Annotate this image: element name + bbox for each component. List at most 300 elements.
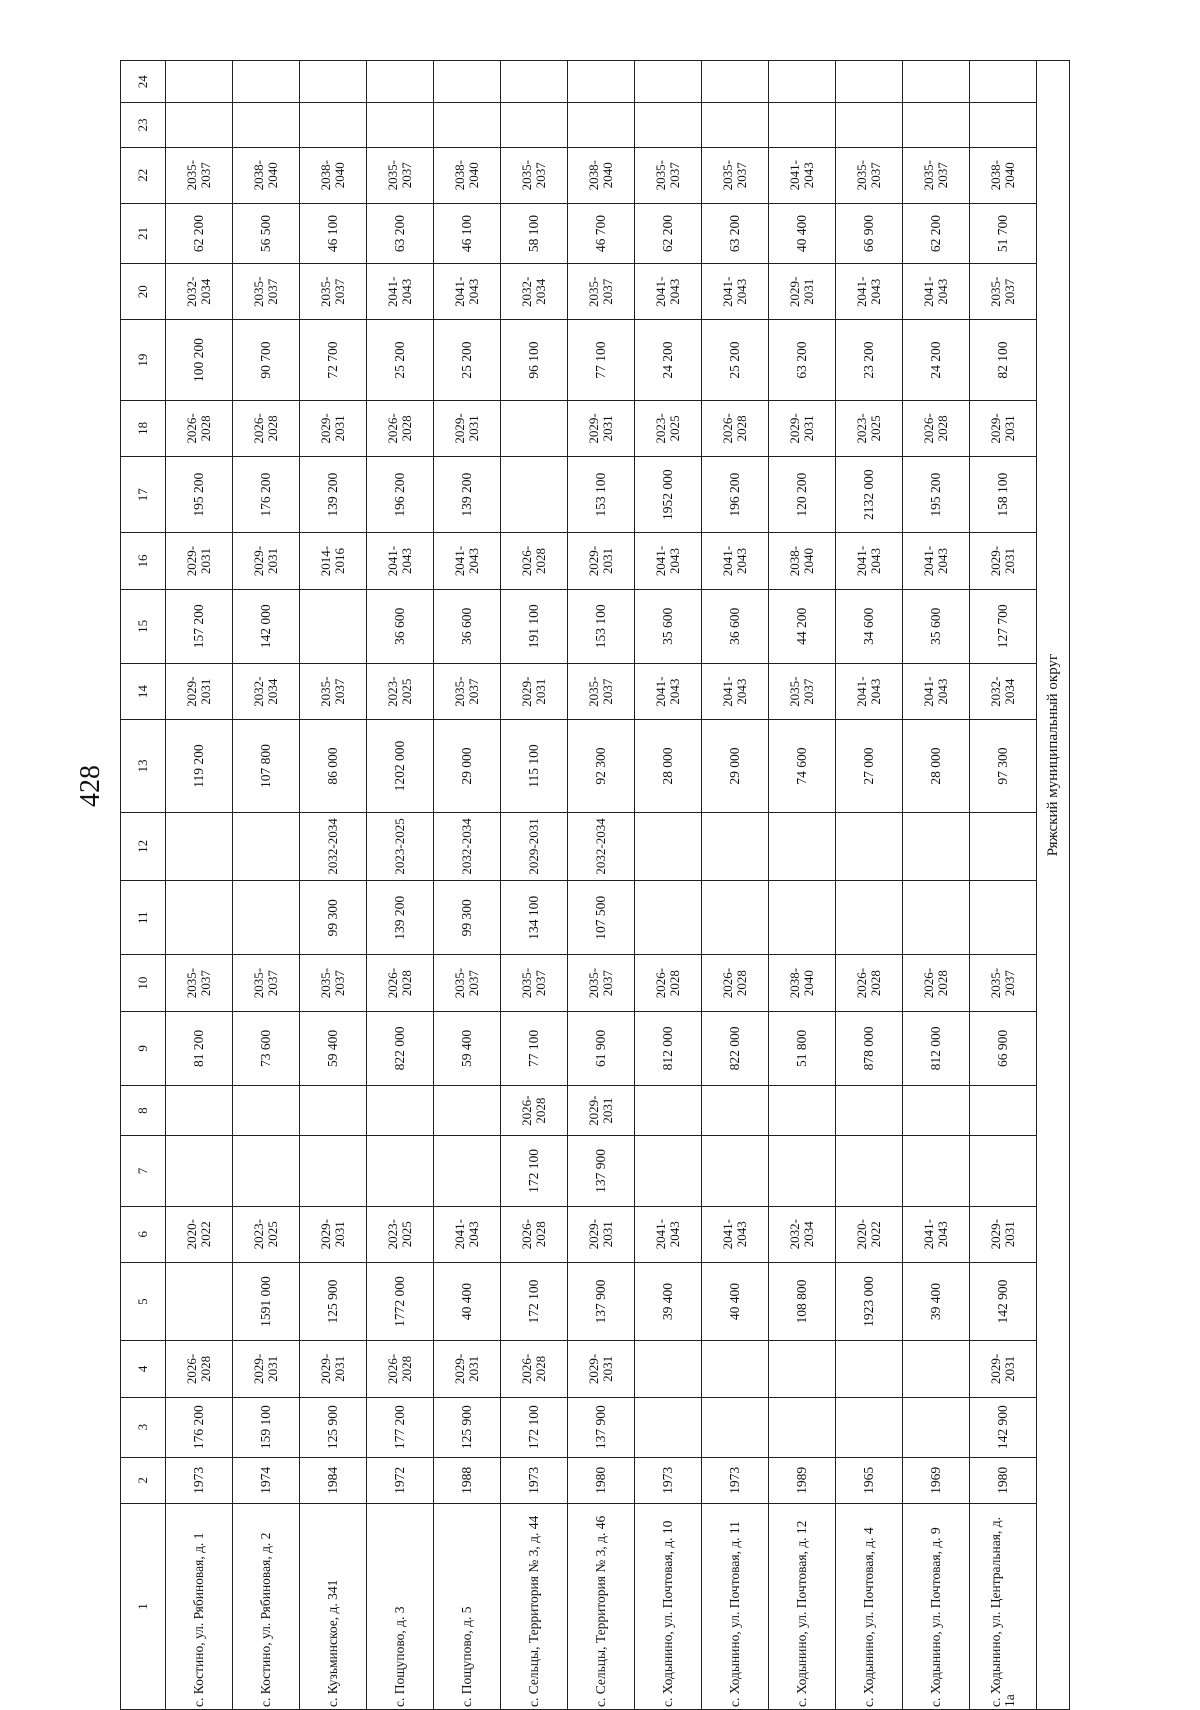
table-cell <box>702 61 769 103</box>
table-cell: 2014-2016 <box>300 533 367 589</box>
table-cell <box>970 881 1037 955</box>
table-cell: 137 900 <box>568 1136 635 1206</box>
table-cell: 139 200 <box>367 881 434 955</box>
table-cell: 2032-2034 <box>970 664 1037 720</box>
table-cell: 2041-2043 <box>635 264 702 320</box>
column-header: 3 <box>121 1397 166 1457</box>
table-cell <box>836 61 903 103</box>
table-cell: 142 000 <box>233 589 300 663</box>
column-header: 10 <box>121 955 166 1011</box>
table-cell <box>367 1086 434 1136</box>
table-cell: 36 600 <box>367 589 434 663</box>
table-cell: 2029-2031 <box>970 533 1037 589</box>
table-cell: 2029-2031 <box>233 533 300 589</box>
table-cell: 2038-2040 <box>568 147 635 203</box>
column-header: 16 <box>121 533 166 589</box>
table-cell: 2029-2031 <box>434 1341 501 1397</box>
table-row <box>970 61 1037 1710</box>
table-cell: 1973 <box>635 1457 702 1503</box>
table-cell: 2026-2028 <box>836 955 903 1011</box>
table-cell: 2026-2028 <box>501 1206 568 1262</box>
table-row <box>769 61 836 1710</box>
table-cell: 74 600 <box>769 720 836 812</box>
section-cell <box>1037 61 1070 1710</box>
table-cell: 66 900 <box>836 203 903 263</box>
table-cell: 878 000 <box>836 1011 903 1085</box>
table-cell <box>970 103 1037 147</box>
table-cell: 73 600 <box>233 1011 300 1085</box>
table-cell: 159 100 <box>233 1397 300 1457</box>
table-cell: 1772 000 <box>367 1262 434 1340</box>
table-cell: 40 400 <box>769 203 836 263</box>
table-cell: 1923 000 <box>836 1262 903 1340</box>
table-cell: 27 000 <box>836 720 903 812</box>
table-cell: 2020-2022 <box>166 1206 233 1262</box>
table-cell: 36 600 <box>434 589 501 663</box>
table-cell: 2041-2043 <box>769 147 836 203</box>
table-cell: 2035-2037 <box>434 664 501 720</box>
table-cell: 2038-2040 <box>769 533 836 589</box>
table-cell: 99 300 <box>434 881 501 955</box>
column-header: 6 <box>121 1206 166 1262</box>
table-cell: 2041-2043 <box>903 264 970 320</box>
table-cell: 2029-2031 <box>970 1206 1037 1262</box>
address-cell: с. Сельцы, Территория № 3, д. 44 <box>501 1504 568 1710</box>
table-cell <box>635 1397 702 1457</box>
table-cell: 24 200 <box>635 320 702 400</box>
table-cell: 1973 <box>166 1457 233 1503</box>
table-cell: 2029-2031 <box>300 400 367 456</box>
address-cell: с. Пощупово, д. 3 <box>367 1504 434 1710</box>
table-cell: 812 000 <box>635 1011 702 1085</box>
column-header: 14 <box>121 664 166 720</box>
table-cell <box>166 103 233 147</box>
table-cell: 2035-2037 <box>300 955 367 1011</box>
table-cell: 125 900 <box>434 1397 501 1457</box>
table-cell: 2026-2028 <box>501 1086 568 1136</box>
table-cell: 2029-2031 <box>568 533 635 589</box>
table-cell: 1984 <box>300 1457 367 1503</box>
column-header: 21 <box>121 203 166 263</box>
table-cell <box>769 1341 836 1397</box>
table-cell: 29 000 <box>434 720 501 812</box>
table-cell: 59 400 <box>434 1011 501 1085</box>
table-cell <box>836 1397 903 1457</box>
table-cell <box>635 812 702 880</box>
table-cell: 2032-2034 <box>166 264 233 320</box>
table-cell <box>300 589 367 663</box>
address-cell: с. Ходынино, ул. Почтовая, д. 4 <box>836 1504 903 1710</box>
table-cell <box>903 1086 970 1136</box>
table-row <box>836 61 903 1710</box>
table-cell: 2032-2034 <box>568 812 635 880</box>
table-cell <box>769 103 836 147</box>
column-header: 4 <box>121 1341 166 1397</box>
table-cell: 2035-2037 <box>970 264 1037 320</box>
table-cell <box>166 812 233 880</box>
table-cell: 28 000 <box>635 720 702 812</box>
address-cell: с. Ходынино, ул. Почтовая, д. 11 <box>702 1504 769 1710</box>
table-cell <box>233 881 300 955</box>
table-cell: 1972 <box>367 1457 434 1503</box>
table-cell: 2026-2028 <box>367 955 434 1011</box>
table-cell <box>635 1086 702 1136</box>
table-cell <box>836 1086 903 1136</box>
table-cell: 2035-2037 <box>501 955 568 1011</box>
rotated-table-wrapper <box>120 60 1080 1710</box>
address-cell: с. Костино, ул. Рябиновая, д. 1 <box>166 1504 233 1710</box>
table-cell: 2038-2040 <box>434 147 501 203</box>
table-cell: 2035-2037 <box>501 147 568 203</box>
table-cell: 2035-2037 <box>300 664 367 720</box>
table-cell: 2029-2031 <box>501 664 568 720</box>
table-cell: 2035-2037 <box>166 147 233 203</box>
table-cell: 2041-2043 <box>903 533 970 589</box>
table-cell: 2032-2034 <box>769 1206 836 1262</box>
table-cell: 2035-2037 <box>434 955 501 1011</box>
table-cell: 61 900 <box>568 1011 635 1085</box>
table-cell: 2023-2025 <box>367 812 434 880</box>
table-cell: 196 200 <box>702 457 769 533</box>
table-cell: 2035-2037 <box>568 664 635 720</box>
table-cell <box>836 881 903 955</box>
table-cell <box>836 103 903 147</box>
table-cell: 2132 000 <box>836 457 903 533</box>
column-header: 15 <box>121 589 166 663</box>
table-cell: 2029-2031 <box>970 1341 1037 1397</box>
table-cell: 1202 000 <box>367 720 434 812</box>
table-cell: 2041-2043 <box>903 1206 970 1262</box>
table-cell: 2029-2031 <box>166 664 233 720</box>
table-cell: 63 200 <box>702 203 769 263</box>
page-number: 428 <box>75 765 106 807</box>
table-cell: 86 000 <box>300 720 367 812</box>
table-cell <box>970 1136 1037 1206</box>
table-cell: 196 200 <box>367 457 434 533</box>
table-cell <box>769 1397 836 1457</box>
table-cell: 62 200 <box>903 203 970 263</box>
table-row <box>501 61 568 1710</box>
table-cell <box>769 1136 836 1206</box>
table-cell <box>166 61 233 103</box>
table-body <box>166 61 1070 1710</box>
table-cell: 2035-2037 <box>635 147 702 203</box>
table-cell <box>702 1341 769 1397</box>
table-cell: 46 100 <box>434 203 501 263</box>
table-cell: 142 900 <box>970 1262 1037 1340</box>
column-header: 5 <box>121 1262 166 1340</box>
table-cell: 2026-2028 <box>233 400 300 456</box>
table-cell <box>769 1086 836 1136</box>
table-cell: 176 200 <box>233 457 300 533</box>
table-cell <box>769 812 836 880</box>
table-cell: 56 500 <box>233 203 300 263</box>
table-cell: 1989 <box>769 1457 836 1503</box>
table-cell: 51 800 <box>769 1011 836 1085</box>
table-cell: 100 200 <box>166 320 233 400</box>
table-cell: 2041-2043 <box>836 533 903 589</box>
table-cell: 2023-2025 <box>367 1206 434 1262</box>
table-cell: 137 900 <box>568 1397 635 1457</box>
table-cell: 2035-2037 <box>233 264 300 320</box>
table-cell: 96 100 <box>501 320 568 400</box>
table-cell <box>903 103 970 147</box>
table-cell <box>702 103 769 147</box>
table-cell: 2035-2037 <box>836 147 903 203</box>
table-cell <box>300 103 367 147</box>
table-cell: 2041-2043 <box>702 533 769 589</box>
table-cell: 1973 <box>501 1457 568 1503</box>
table-cell <box>702 1086 769 1136</box>
column-header: 11 <box>121 881 166 955</box>
table-cell: 115 100 <box>501 720 568 812</box>
column-header: 12 <box>121 812 166 880</box>
table-cell: 2035-2037 <box>568 264 635 320</box>
table-row <box>233 61 300 1710</box>
table-cell: 58 100 <box>501 203 568 263</box>
address-cell: с. Ходынино, ул. Центральная, д. 1а <box>970 1504 1037 1710</box>
table-cell: 82 100 <box>970 320 1037 400</box>
table-cell: 2026-2028 <box>367 400 434 456</box>
table-cell: 2032-2034 <box>501 264 568 320</box>
table-cell <box>836 812 903 880</box>
table-cell: 2035-2037 <box>903 147 970 203</box>
table-cell: 195 200 <box>903 457 970 533</box>
table-cell: 35 600 <box>903 589 970 663</box>
table-cell: 2041-2043 <box>702 1206 769 1262</box>
table-cell: 172 100 <box>501 1136 568 1206</box>
table-cell: 2029-2031 <box>501 812 568 880</box>
table-cell <box>903 61 970 103</box>
table-cell: 120 200 <box>769 457 836 533</box>
table-cell: 66 900 <box>970 1011 1037 1085</box>
table-cell: 44 200 <box>769 589 836 663</box>
table-cell <box>367 103 434 147</box>
table-cell <box>836 1136 903 1206</box>
table-cell: 46 100 <box>300 203 367 263</box>
table-row <box>568 61 635 1710</box>
table-cell: 1980 <box>568 1457 635 1503</box>
table-cell: 2041-2043 <box>702 264 769 320</box>
table-cell <box>702 1397 769 1457</box>
table-cell: 1952 000 <box>635 457 702 533</box>
table-cell: 2026-2028 <box>903 400 970 456</box>
table-cell: 62 200 <box>635 203 702 263</box>
table-cell <box>903 1341 970 1397</box>
column-header: 20 <box>121 264 166 320</box>
table-cell: 99 300 <box>300 881 367 955</box>
table-cell <box>434 1086 501 1136</box>
table-cell: 2026-2028 <box>501 533 568 589</box>
table-cell: 39 400 <box>903 1262 970 1340</box>
table-cell: 2026-2028 <box>702 955 769 1011</box>
table-cell: 2029-2031 <box>970 400 1037 456</box>
table-cell: 1965 <box>836 1457 903 1503</box>
column-header: 8 <box>121 1086 166 1136</box>
table-cell <box>970 1086 1037 1136</box>
table-cell: 25 200 <box>434 320 501 400</box>
table-cell: 1969 <box>903 1457 970 1503</box>
column-header: 24 <box>121 61 166 103</box>
table-cell: 107 800 <box>233 720 300 812</box>
table-cell: 108 800 <box>769 1262 836 1340</box>
table-cell: 72 700 <box>300 320 367 400</box>
table-cell <box>233 103 300 147</box>
table-cell: 127 700 <box>970 589 1037 663</box>
table-cell <box>501 61 568 103</box>
table-cell <box>300 61 367 103</box>
table-cell: 39 400 <box>635 1262 702 1340</box>
table-row <box>300 61 367 1710</box>
column-header: 18 <box>121 400 166 456</box>
table-cell: 125 900 <box>300 1262 367 1340</box>
header-row <box>121 61 166 1710</box>
table-cell: 107 500 <box>568 881 635 955</box>
table-cell <box>635 1136 702 1206</box>
table-cell: 2026-2028 <box>166 1341 233 1397</box>
table-cell <box>635 1341 702 1397</box>
table-cell: 2026-2028 <box>166 400 233 456</box>
table-cell: 77 100 <box>501 1011 568 1085</box>
table-cell: 812 000 <box>903 1011 970 1085</box>
table-cell: 1980 <box>970 1457 1037 1503</box>
table-cell: 2029-2031 <box>568 1086 635 1136</box>
table-cell: 2029-2031 <box>769 264 836 320</box>
table-cell: 2029-2031 <box>568 1206 635 1262</box>
table-cell: 172 100 <box>501 1397 568 1457</box>
table-row <box>903 61 970 1710</box>
address-cell: с. Пощупово, д. 5 <box>434 1504 501 1710</box>
column-header: 13 <box>121 720 166 812</box>
table-cell <box>233 1136 300 1206</box>
table-cell: 2026-2028 <box>367 1341 434 1397</box>
table-cell: 2035-2037 <box>568 955 635 1011</box>
table-cell <box>166 881 233 955</box>
table-cell: 2041-2043 <box>434 264 501 320</box>
table-cell: 46 700 <box>568 203 635 263</box>
table-cell: 153 100 <box>568 457 635 533</box>
table-cell: 2029-2031 <box>568 400 635 456</box>
table-cell: 2041-2043 <box>367 264 434 320</box>
table-cell: 2023-2025 <box>233 1206 300 1262</box>
table-cell: 62 200 <box>166 203 233 263</box>
table-cell: 2041-2043 <box>836 264 903 320</box>
table-cell <box>635 881 702 955</box>
table-cell: 25 200 <box>702 320 769 400</box>
table-cell <box>434 1136 501 1206</box>
table-row <box>166 61 233 1710</box>
table-cell: 2041-2043 <box>635 533 702 589</box>
table-cell: 2032-2034 <box>233 664 300 720</box>
table-cell: 2041-2043 <box>836 664 903 720</box>
column-header: 23 <box>121 103 166 147</box>
table-cell <box>300 1136 367 1206</box>
table-cell: 139 200 <box>434 457 501 533</box>
table-cell: 153 100 <box>568 589 635 663</box>
table-cell: 2020-2022 <box>836 1206 903 1262</box>
table-cell: 2041-2043 <box>702 664 769 720</box>
table-cell: 2038-2040 <box>233 147 300 203</box>
table-cell: 822 000 <box>702 1011 769 1085</box>
table-cell: 63 200 <box>769 320 836 400</box>
table-cell: 2035-2037 <box>233 955 300 1011</box>
table-cell <box>903 812 970 880</box>
table-cell: 191 100 <box>501 589 568 663</box>
table-cell: 137 900 <box>568 1262 635 1340</box>
table-cell: 1974 <box>233 1457 300 1503</box>
table-cell <box>233 812 300 880</box>
table-cell: 822 000 <box>367 1011 434 1085</box>
table-cell: 40 400 <box>434 1262 501 1340</box>
column-header: 9 <box>121 1011 166 1085</box>
table-cell <box>903 1136 970 1206</box>
table-cell: 2029-2031 <box>233 1341 300 1397</box>
table-cell: 2026-2028 <box>903 955 970 1011</box>
table-cell: 1973 <box>702 1457 769 1503</box>
table-cell <box>836 1341 903 1397</box>
table-cell <box>903 881 970 955</box>
table-row <box>635 61 702 1710</box>
table-cell: 158 100 <box>970 457 1037 533</box>
table-cell: 195 200 <box>166 457 233 533</box>
table-cell <box>702 1136 769 1206</box>
table-cell: 177 200 <box>367 1397 434 1457</box>
table-cell <box>769 881 836 955</box>
table-cell: 81 200 <box>166 1011 233 1085</box>
table-cell: 97 300 <box>970 720 1037 812</box>
table-cell <box>568 61 635 103</box>
table-cell <box>702 812 769 880</box>
column-header: 7 <box>121 1136 166 1206</box>
table-cell: 2026-2028 <box>702 400 769 456</box>
table-cell: 2026-2028 <box>635 955 702 1011</box>
table-cell: 2041-2043 <box>903 664 970 720</box>
table-cell: 2032-2034 <box>300 812 367 880</box>
table-cell: 134 100 <box>501 881 568 955</box>
table-cell: 139 200 <box>300 457 367 533</box>
table-cell: 29 000 <box>702 720 769 812</box>
address-cell: с. Ходынино, ул. Почтовая, д. 10 <box>635 1504 702 1710</box>
table-cell <box>970 61 1037 103</box>
table-cell: 24 200 <box>903 320 970 400</box>
table-cell: 1988 <box>434 1457 501 1503</box>
table-cell: 2029-2031 <box>434 400 501 456</box>
table-cell: 40 400 <box>702 1262 769 1340</box>
table-cell: 35 600 <box>635 589 702 663</box>
section-title: Ряжский муниципальный округ <box>1045 653 1061 857</box>
table-cell: 2035-2037 <box>166 955 233 1011</box>
table-cell <box>166 1136 233 1206</box>
table-cell: 1591 000 <box>233 1262 300 1340</box>
table-cell: 176 200 <box>166 1397 233 1457</box>
table-cell <box>903 1397 970 1457</box>
table-cell <box>769 61 836 103</box>
table-cell: 2041-2043 <box>434 533 501 589</box>
address-cell: с. Ходынино, ул. Почтовая, д. 9 <box>903 1504 970 1710</box>
table-cell: 92 300 <box>568 720 635 812</box>
table-cell: 2041-2043 <box>635 1206 702 1262</box>
table-cell: 63 200 <box>367 203 434 263</box>
table-cell: 2035-2037 <box>702 147 769 203</box>
table-cell: 2029-2031 <box>166 533 233 589</box>
table-cell: 51 700 <box>970 203 1037 263</box>
table-row <box>702 61 769 1710</box>
table-cell: 2038-2040 <box>769 955 836 1011</box>
column-header: 17 <box>121 457 166 533</box>
table-cell: 2035-2037 <box>300 264 367 320</box>
column-header: 2 <box>121 1457 166 1503</box>
table-cell: 2029-2031 <box>300 1341 367 1397</box>
